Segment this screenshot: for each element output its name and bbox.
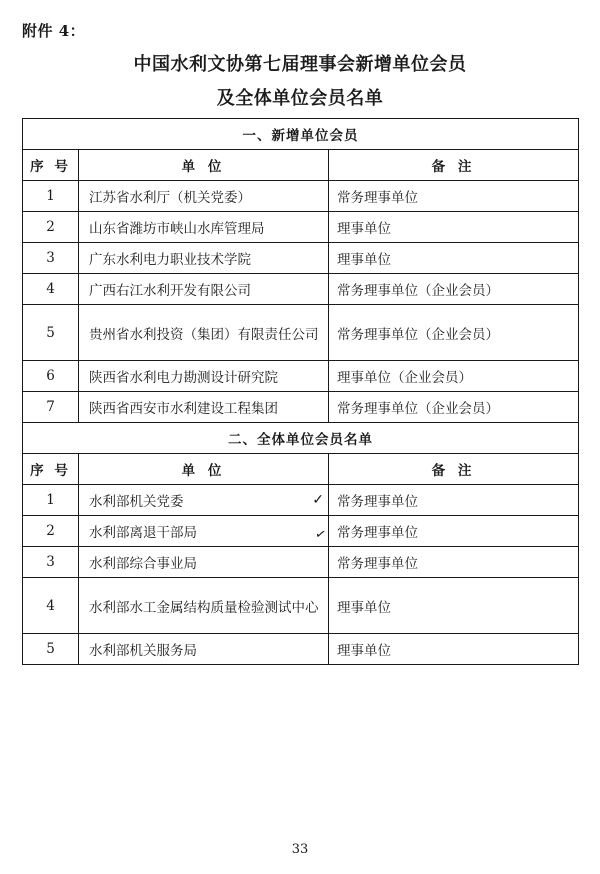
row-no: 2: [23, 212, 79, 243]
row-unit-cell: [79, 516, 329, 547]
table-row: [23, 392, 579, 423]
column-header-unit: 单 位: [79, 150, 329, 181]
column-header-note: 备 注: [329, 150, 579, 181]
row-note: 常务理事单位（企业会员）: [329, 392, 579, 423]
table-row: [23, 181, 579, 212]
row-unit: 水利部机关服务局: [79, 634, 329, 665]
table-row: [23, 212, 579, 243]
row-note: 常务理事单位（企业会员）: [329, 274, 579, 305]
row-note: 理事单位: [329, 212, 579, 243]
table-row: [23, 516, 579, 547]
column-header-no: 序 号: [23, 150, 79, 181]
row-unit-cell: [79, 485, 329, 516]
row-no: 5: [23, 305, 79, 361]
table-row: [23, 305, 579, 361]
table-section-header-row: [23, 119, 579, 150]
row-note: 常务理事单位: [329, 181, 579, 212]
member-list-table: [22, 118, 579, 665]
row-no: 7: [23, 392, 79, 423]
row-no: 2: [23, 516, 79, 547]
row-unit: 江苏省水利厅（机关党委）: [79, 181, 329, 212]
section-title-new-members: 一、新增单位会员: [23, 119, 579, 150]
column-header-note: 备 注: [329, 454, 579, 485]
row-note: 理事单位: [329, 578, 579, 634]
row-no: 1: [23, 181, 79, 212]
title-line-1: 中国水利文协第七届理事会新增单位会员: [133, 54, 467, 75]
row-note: 常务理事单位（企业会员）: [329, 305, 579, 361]
row-unit: 陕西省水利电力勘测设计研究院: [79, 361, 329, 392]
table-header-row: [23, 150, 579, 181]
row-no: 5: [23, 634, 79, 665]
page-number: 33: [291, 842, 309, 857]
table-row: [23, 547, 579, 578]
table-section-header-row: [23, 423, 579, 454]
row-unit: 山东省潍坊市峡山水库管理局: [79, 212, 329, 243]
row-unit: 广西右江水利开发有限公司: [79, 274, 329, 305]
row-unit: 水利部离退干部局: [89, 525, 197, 541]
row-note: 常务理事单位: [329, 516, 579, 547]
row-no: 4: [23, 578, 79, 634]
row-no: 6: [23, 361, 79, 392]
row-no: 4: [23, 274, 79, 305]
title-line-2: 及全体单位会员名单: [216, 88, 384, 109]
table-row: [23, 634, 579, 665]
table-header-row: [23, 454, 579, 485]
row-unit: 陕西省西安市水利建设工程集团: [79, 392, 329, 423]
table-row: [23, 578, 579, 634]
attachment-label: 附件 4：: [22, 22, 86, 40]
row-unit: 水利部水工金属结构质量检验测试中心: [79, 578, 329, 634]
row-no: 3: [23, 243, 79, 274]
row-unit: 广东水利电力职业技术学院: [79, 243, 329, 274]
table-row: [23, 485, 579, 516]
row-note: 理事单位（企业会员）: [329, 361, 579, 392]
row-no: 1: [23, 485, 79, 516]
row-note: 常务理事单位: [329, 547, 579, 578]
row-note: 理事单位: [329, 243, 579, 274]
column-header-unit: 单 位: [79, 454, 329, 485]
page-title: [0, 48, 600, 116]
checkmark-icon: ✓: [313, 526, 328, 544]
column-header-no: 序 号: [23, 454, 79, 485]
table-row: [23, 243, 579, 274]
row-unit: 水利部综合事业局: [79, 547, 329, 578]
section-title-all-members: 二、全体单位会员名单: [23, 423, 579, 454]
row-no: 3: [23, 547, 79, 578]
row-unit: 贵州省水利投资（集团）有限责任公司: [79, 305, 329, 361]
checkmark-icon: ✓: [312, 492, 324, 508]
row-note: 常务理事单位: [329, 485, 579, 516]
row-note: 理事单位: [329, 634, 579, 665]
row-unit: 水利部机关党委: [89, 494, 184, 510]
table-row: [23, 274, 579, 305]
table-row: [23, 361, 579, 392]
